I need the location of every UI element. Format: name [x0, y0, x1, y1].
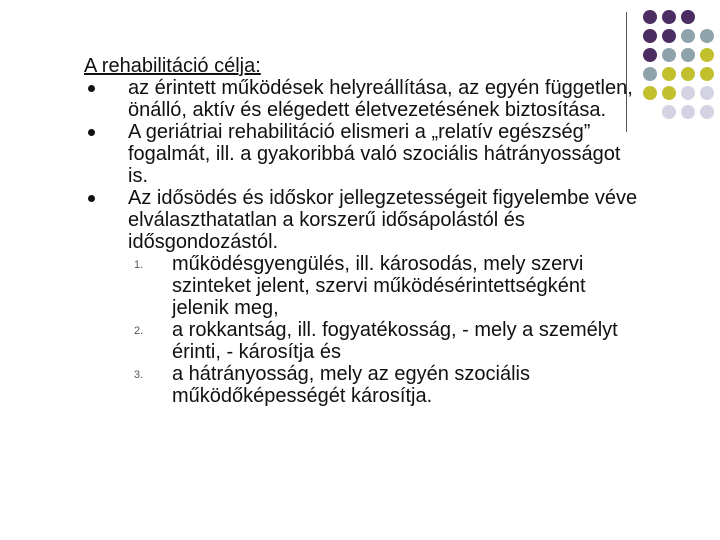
- item-number: 3.: [134, 369, 144, 381]
- bullet-list: [84, 77, 644, 407]
- numbered-list: [128, 253, 644, 407]
- dot-slate: [662, 48, 676, 62]
- numbered-text: működésgyengülés, ill. károsodás, mely szervi szinteket jelent, szervi működésérintettségként jelenik meg,: [172, 253, 586, 319]
- dot-purple: [662, 10, 676, 24]
- bullet-dot-icon: [88, 129, 95, 136]
- dot-olive: [662, 67, 676, 81]
- dot-olive: [700, 67, 714, 81]
- dot-purple: [643, 10, 657, 24]
- dot-slate: [681, 48, 695, 62]
- numbered-item: [128, 319, 644, 363]
- bullet-item: [84, 187, 644, 407]
- decorative-dot-grid: [637, 8, 720, 123]
- bullet-item: [84, 77, 644, 121]
- dot-olive: [643, 86, 657, 100]
- item-number: 1.: [134, 259, 144, 271]
- dot-slate: [643, 67, 657, 81]
- dot-lavender: [700, 86, 714, 100]
- dot-purple: [643, 48, 657, 62]
- bullet-text: az érintett működések helyreállítása, az egyén független, önálló, aktív és elégedett életvezetésének biztosítása.: [128, 77, 633, 121]
- bullet-dot-icon: [88, 195, 95, 202]
- dot-lavender: [681, 86, 695, 100]
- numbered-text: a rokkantság, ill. fogyatékosság, - mely a személyt érinti, - károsítja és: [172, 319, 618, 363]
- slide-content: [84, 55, 644, 407]
- item-number: 2.: [134, 325, 144, 337]
- dot-lavender: [662, 105, 676, 119]
- dot-purple: [681, 10, 695, 24]
- dot-olive: [700, 48, 714, 62]
- numbered-text: a hátrányosság, mely az egyén szociális működőképességét károsítja.: [172, 363, 530, 407]
- bullet-item: [84, 121, 644, 187]
- dot-purple: [643, 29, 657, 43]
- slide-title: A rehabilitáció célja:: [84, 55, 261, 77]
- dot-lavender: [681, 105, 695, 119]
- numbered-item: [128, 253, 644, 319]
- dot-olive: [681, 67, 695, 81]
- bullet-text: A geriátriai rehabilitáció elismeri a „relatív egészség” fogalmát, ill. a gyakoribbá való szociális hátrányosságot is.: [128, 121, 621, 187]
- dot-lavender: [700, 105, 714, 119]
- dot-purple: [662, 29, 676, 43]
- dot-slate: [681, 29, 695, 43]
- numbered-item: [128, 363, 644, 407]
- dot-slate: [700, 29, 714, 43]
- bullet-dot-icon: [88, 85, 95, 92]
- bullet-text: Az idősödés és időskor jellegzetességeit figyelembe véve elválaszthatatlan a korszerű idősápolástól és idősgondozástól.: [128, 187, 638, 253]
- dot-olive: [662, 86, 676, 100]
